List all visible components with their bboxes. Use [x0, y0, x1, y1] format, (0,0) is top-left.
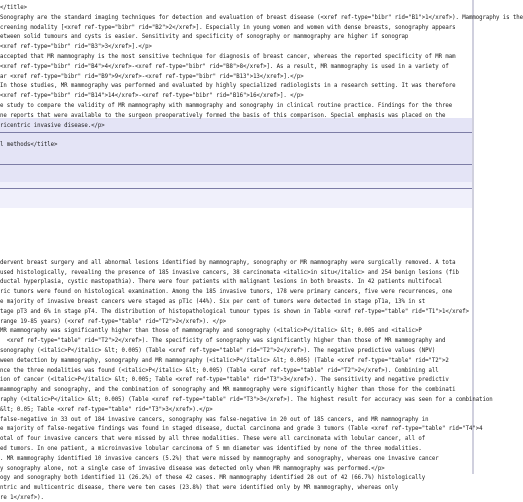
source-line: <xref ref-type="bibr" rid="B4">4</xref>-<xref ref-type="bibr" rid="B8">8</xref>]. As a result, MR mammography is used in a variety of [0, 63, 449, 70]
source-line: ed tumors. In one patient, a microinvasive lobular carcinoma of 5 mm diameter was identified by none of the three modalities. [0, 446, 422, 452]
source-line: tage pT3 and 6% in stage pT4. The distribution of histopathological tumour types is shown in Table <xref ref-type="table" rid="T1">1</xref> [0, 308, 470, 315]
source-line: re 1</xref>). [0, 495, 44, 501]
source-line: ar <xref ref-type="bibr" rid="B9">9</xref>-<xref ref-type="bibr" rid="B13">13</xref>].</p> [0, 73, 304, 80]
section-header-stripe [0, 182, 474, 208]
source-line: raphy (<italic>P</italic> &lt; 0.005) (Table <xref ref-type="table" rid="T3">3</xref>). The highest result for accuracy was seen for a combination [0, 397, 493, 403]
source-line: <xref ref-type="bibr" rid="B3">3</xref>].</p> [0, 44, 152, 51]
source-line: <xref ref-type="table" rid="T2">2</xref>). The specificity of sonography was significantly higher than those of MR mammography and [0, 338, 446, 345]
source-line: ween detection by mammography, sonography and MR mammography (<italic>P</italic> &lt; 0.005) (Table <xref ref-type="table" rid="T2">2 [0, 357, 449, 364]
source-line: Sonography are the standard imaging techniques for detection and evaluation of breast disease (<xref ref-type="bibr" rid="B1">1</xref>). Mammography is the [0, 14, 523, 21]
source-line: nce the three modalities was found (<italic>P</italic> &lt; 0.005) (Table <xref ref-type="table" rid="T2">2</xref>). Combining all [0, 367, 439, 374]
source-line: <xref ref-type="bibr" rid="B14">14</xref>-<xref ref-type="bibr" rid="B16">16</xref>]. </p> [0, 93, 304, 100]
source-line: y sonography alone, not a single case of invasive disease was detected only when MR mammography was performed.</p> [0, 465, 385, 472]
source-line: sonography (<italic>P</italic> &lt; 0.005) (Table <xref ref-type="table" rid="T2">2</xref>). The negative predictive values (NPV) [0, 348, 436, 354]
source-line: ntric and multicentric disease, there were ten cases (23.8%) that were identified only by MR mammography, whereas only [0, 485, 399, 492]
source-line: &lt; 0.05; Table <xref ref-type="table" rid="T3">3</xref>).</p> [0, 406, 213, 413]
source-line: ric tumors were found on histological examination. Among the 185 invasive tumors, 178 were primary cancers, five were recurrences, one [0, 289, 453, 296]
source-line: ne reports that were available to the surgeon preoperatively formed the basis of this comparison. Special emphasis was placed on the [0, 112, 449, 119]
source-line: MR mammography was significantly higher than those of mammography and sonography (<italic>P</italic> &lt; 0.005 and <italic>P [0, 328, 422, 335]
source-line: . MR mammography identified 10 invasive cancers (5.2%) that were missed by mammography and sonography, whereas one invasive cancer [0, 455, 439, 462]
source-line: range 19-85 years) (<xref ref-type="table" rid="T2">2</xref>). </p> [0, 318, 227, 325]
source-line: ion of cancer (<italic>P</italic> &lt; 0.005; Table <xref ref-type="table" rid="T3">3</xref>). The sensitivity and negative predictiv [0, 377, 449, 384]
source-line: used histologically, revealing the presence of 185 invasive cancers, 38 carcinomata <italic>in situ</italic> and 254 benign lesions (fib [0, 269, 459, 276]
source-line: In those studies, MR mammography was performed and evaluated by highly specialized radiologists in a research setting. It was therefore [0, 83, 456, 90]
source-line: etween solid tumours and cysts is easier. Sensitivity and specificity of sonography or mammography are higher if sonograp [0, 34, 409, 41]
source-line: ductal hyperplasia, cystic mastopathia). There were four patients with malignant lesions in both breasts. In 42 patients multifocal [0, 279, 443, 286]
source-line: </title> [0, 5, 27, 11]
source-line: e majority of false-negative findings was found in staged disease, ductal carcinoma and grade 3 tumors (Table <xref ref-type="table" rid="T4">4 [0, 426, 483, 433]
source-line: ogy and sonography both identified 11 (26.2%) of these 42 cases. MR mammography identified 28 out of 42 (66.7%) histologically [0, 475, 426, 482]
source-line: otal of four invasive cancers that were missed by all three modalities. These were all carcinomata with lobular cancer, all of [0, 436, 426, 443]
source-line: creening modality [<xref ref-type="bibr" rid="B2">2</xref>]. Especially in young women and women with dense breasts, sonography appears [0, 24, 456, 31]
section-divider [0, 132, 474, 133]
source-line: dervent breast surgery and all abnormal lesions identified by mammography, sonography or MR mammography were surgically removed. A tota [0, 259, 456, 266]
source-line: false-negative in 33 out of 184 invasive cancers, sonography was false-negative in 20 out of 185 cancers, and MR mammography in [0, 416, 429, 423]
source-line: e study to compare the validity of MR mammography with mammography and sonography in clinical routine practice. Findings for the three [0, 103, 453, 109]
source-line: l methods</title> [0, 142, 58, 149]
section-divider [0, 164, 474, 165]
source-line: e majority of invasive breast cancers were staged as pT1c (44%). Six per cent of tumors were detected in stage pT1a, 13% in st [0, 299, 426, 305]
source-line: mammography and sonography, and the combination of sonography and MR mammography were significantly higher than those for the combinati [0, 387, 456, 394]
section-divider [0, 188, 474, 189]
source-line: ricentric invasive disease.</p> [0, 122, 105, 129]
source-line: accepted that MR mammography is the most sensitive technique for diagnosis of breast cancer, whereas the reported specificity of MR mam [0, 54, 456, 60]
